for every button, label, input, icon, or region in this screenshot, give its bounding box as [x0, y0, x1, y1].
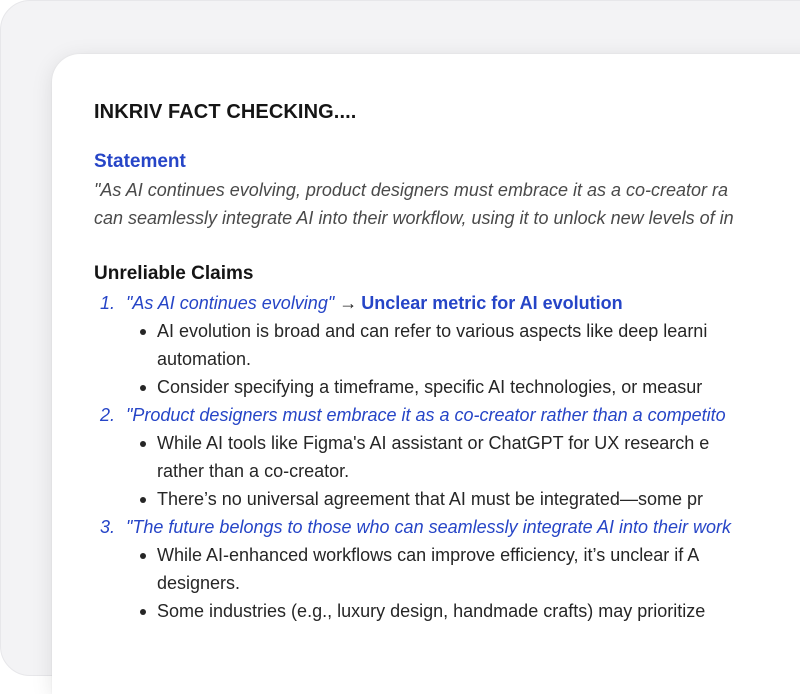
right-arrow-icon: → [339, 293, 358, 313]
note-line: automation. [157, 349, 252, 369]
claims-list [94, 289, 800, 625]
list-item [138, 597, 800, 625]
bullet-dot-icon [140, 441, 146, 447]
bullet-dot-icon [140, 385, 146, 391]
note-line: Some industries (e.g., luxury design, handmade crafts) may prioritize [157, 601, 706, 621]
list-item [138, 541, 800, 597]
claim-quote: "The future belongs to those who can seamlessly integrate AI into their work [126, 517, 732, 537]
claim-heading [94, 289, 800, 317]
list-item [138, 485, 800, 513]
claim-heading [94, 513, 800, 541]
claim-quote: "As AI continues evolving" [126, 293, 335, 313]
fact-check-content [94, 98, 800, 625]
claim-number: 2. [100, 405, 116, 425]
unreliable-claims-label: Unreliable Claims [94, 263, 254, 284]
note-line: AI evolution is broad and can refer to various aspects like deep learni [157, 321, 708, 341]
bullet-dot-icon [140, 497, 146, 503]
note-line: While AI-enhanced workflows can improve efficiency, it’s unclear if A [157, 545, 700, 565]
bullet-dot-icon [140, 329, 146, 335]
fact-check-card [52, 54, 800, 694]
claim-notes [94, 317, 800, 401]
claim-item [94, 401, 800, 513]
claim-item [94, 289, 800, 401]
statement-label: Statement [94, 151, 186, 172]
bullet-dot-icon [140, 609, 146, 615]
note-line: designers. [157, 573, 241, 593]
note-line: Consider specifying a timeframe, specific AI technologies, or measur [157, 377, 703, 397]
note-line: There’s no universal agreement that AI must be integrated—some pr [157, 489, 703, 509]
claim-number: 1. [100, 293, 116, 313]
statement-line: "As AI continues evolving, product designers must embrace it as a co-creator ra [94, 180, 729, 200]
list-item [138, 317, 800, 373]
claim-number: 3. [100, 517, 116, 537]
bullet-dot-icon [140, 553, 146, 559]
statement-text [94, 176, 800, 232]
list-item [138, 429, 800, 485]
claim-quote: "Product designers must embrace it as a co-creator rather than a competito [126, 405, 726, 425]
claim-notes [94, 429, 800, 513]
list-item [138, 373, 800, 401]
claim-heading [94, 401, 800, 429]
claim-item [94, 513, 800, 625]
note-line: rather than a co-creator. [157, 461, 350, 481]
claim-notes [94, 541, 800, 625]
statement-line: can seamlessly integrate AI into their workflow, using it to unlock new levels of in [94, 208, 734, 228]
page-title: INKRIV FACT CHECKING.... [94, 101, 357, 123]
claim-verdict: Unclear metric for AI evolution [361, 293, 623, 313]
note-line: While AI tools like Figma's AI assistant or ChatGPT for UX research e [157, 433, 710, 453]
